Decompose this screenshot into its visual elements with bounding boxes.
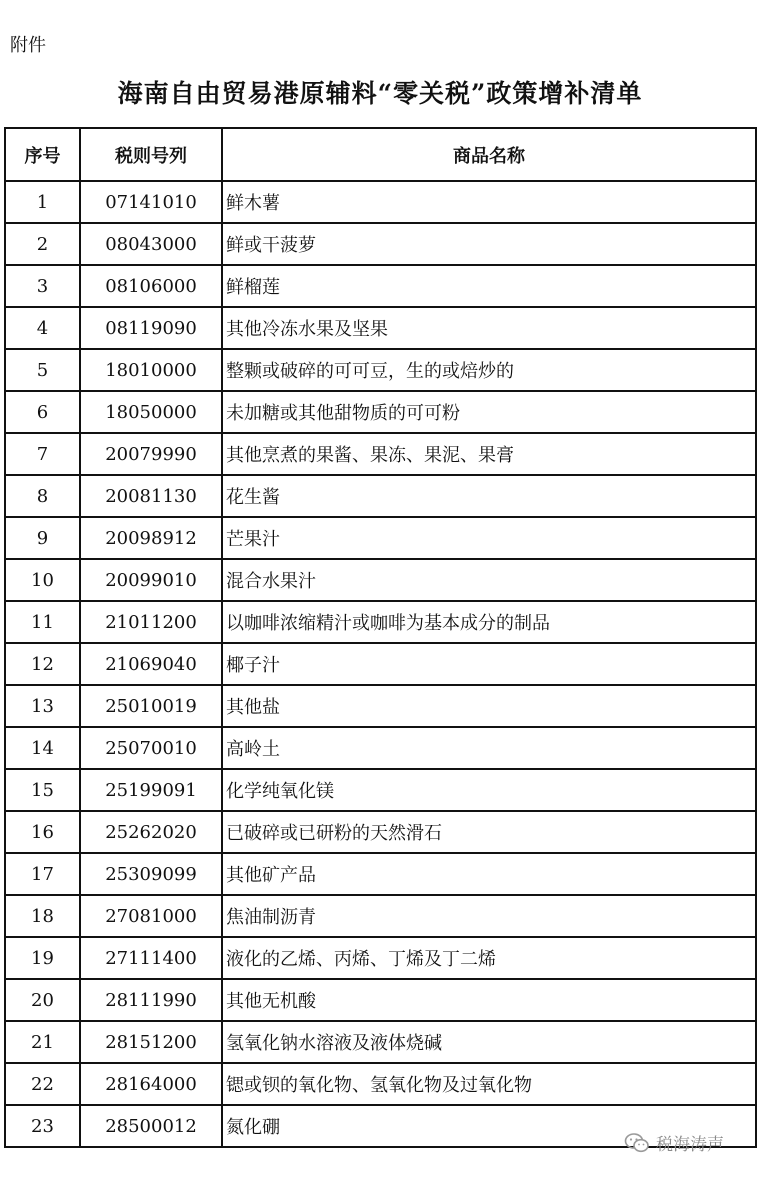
product-name: 其他盐 [222,685,756,727]
tariff-code: 25262020 [80,811,222,853]
product-name: 液化的乙烯、丙烯、丁烯及丁二烯 [222,937,756,979]
product-name: 以咖啡浓缩精汁或咖啡为基本成分的制品 [222,601,756,643]
table-row [5,601,756,643]
row-number: 15 [5,769,80,811]
table-row [5,307,756,349]
product-name: 氢氧化钠水溶液及液体烧碱 [222,1021,756,1063]
row-number: 11 [5,601,80,643]
table-row [5,265,756,307]
table-row [5,181,756,223]
tariff-list-table [4,127,757,1148]
product-name: 氮化硼 [222,1105,756,1147]
product-name: 其他冷冻水果及坚果 [222,307,756,349]
page-title: 海南自由贸易港原辅料“零关税”政策增补清单 [117,79,643,108]
table-row [5,1063,756,1105]
table-row [5,433,756,475]
row-number: 12 [5,643,80,685]
row-number: 2 [5,223,80,265]
tariff-code: 28500012 [80,1105,222,1147]
product-name: 化学纯氧化镁 [222,769,756,811]
tariff-code: 27081000 [80,895,222,937]
column-header-no: 序号 [5,128,80,181]
row-number: 14 [5,727,80,769]
row-number: 16 [5,811,80,853]
row-number: 17 [5,853,80,895]
table-row [5,685,756,727]
table-row [5,769,756,811]
row-number: 13 [5,685,80,727]
table-row [5,979,756,1021]
table-row [5,517,756,559]
table-row [5,895,756,937]
table-row [5,559,756,601]
row-number: 9 [5,517,80,559]
tariff-code: 28111990 [80,979,222,1021]
row-number: 22 [5,1063,80,1105]
product-name: 椰子汁 [222,643,756,685]
tariff-code: 25199091 [80,769,222,811]
product-name: 鲜榴莲 [222,265,756,307]
row-number: 23 [5,1105,80,1147]
table-body [5,181,756,1147]
row-number: 20 [5,979,80,1021]
watermark-text: 税海涛声 [656,1135,724,1155]
wechat-icon [624,1132,650,1154]
tariff-code: 21069040 [80,643,222,685]
product-name: 芒果汁 [222,517,756,559]
product-name: 花生酱 [222,475,756,517]
tariff-code: 20099010 [80,559,222,601]
product-name: 鲜或干菠萝 [222,223,756,265]
product-name: 锶或钡的氧化物、氢氧化物及过氧化物 [222,1063,756,1105]
tariff-code: 25070010 [80,727,222,769]
product-name: 未加糖或其他甜物质的可可粉 [222,391,756,433]
tariff-code: 18050000 [80,391,222,433]
tariff-code: 07141010 [80,181,222,223]
row-number: 18 [5,895,80,937]
table-row [5,223,756,265]
row-number: 1 [5,181,80,223]
row-number: 7 [5,433,80,475]
tariff-code: 08043000 [80,223,222,265]
table-row [5,853,756,895]
tariff-code: 25309099 [80,853,222,895]
tariff-code: 28164000 [80,1063,222,1105]
product-name: 其他烹煮的果酱、果冻、果泥、果膏 [222,433,756,475]
row-number: 5 [5,349,80,391]
product-name: 其他无机酸 [222,979,756,1021]
tariff-code: 20098912 [80,517,222,559]
product-name: 已破碎或已研粉的天然滑石 [222,811,756,853]
tariff-code: 20079990 [80,433,222,475]
column-header-code: 税则号列 [80,128,222,181]
table-row [5,349,756,391]
product-name: 整颗或破碎的可可豆，生的或焙炒的 [222,349,756,391]
row-number: 10 [5,559,80,601]
table-row [5,1021,756,1063]
tariff-code: 27111400 [80,937,222,979]
product-name: 鲜木薯 [222,181,756,223]
watermark [624,1130,724,1155]
product-name: 其他矿产品 [222,853,756,895]
tariff-code: 08119090 [80,307,222,349]
tariff-code: 18010000 [80,349,222,391]
tariff-code: 21011200 [80,601,222,643]
row-number: 19 [5,937,80,979]
attachment-label: 附件 [10,35,46,56]
tariff-code: 20081130 [80,475,222,517]
tariff-code: 28151200 [80,1021,222,1063]
table-row [5,811,756,853]
table-row [5,727,756,769]
tariff-code: 08106000 [80,265,222,307]
product-name: 焦油制沥青 [222,895,756,937]
column-header-name: 商品名称 [222,128,756,181]
table-row [5,475,756,517]
table-row [5,391,756,433]
tariff-code: 25010019 [80,685,222,727]
product-name: 高岭土 [222,727,756,769]
product-name: 混合水果汁 [222,559,756,601]
row-number: 3 [5,265,80,307]
table-row [5,643,756,685]
row-number: 4 [5,307,80,349]
table-row [5,937,756,979]
row-number: 21 [5,1021,80,1063]
row-number: 6 [5,391,80,433]
row-number: 8 [5,475,80,517]
table-header-row [5,128,756,181]
